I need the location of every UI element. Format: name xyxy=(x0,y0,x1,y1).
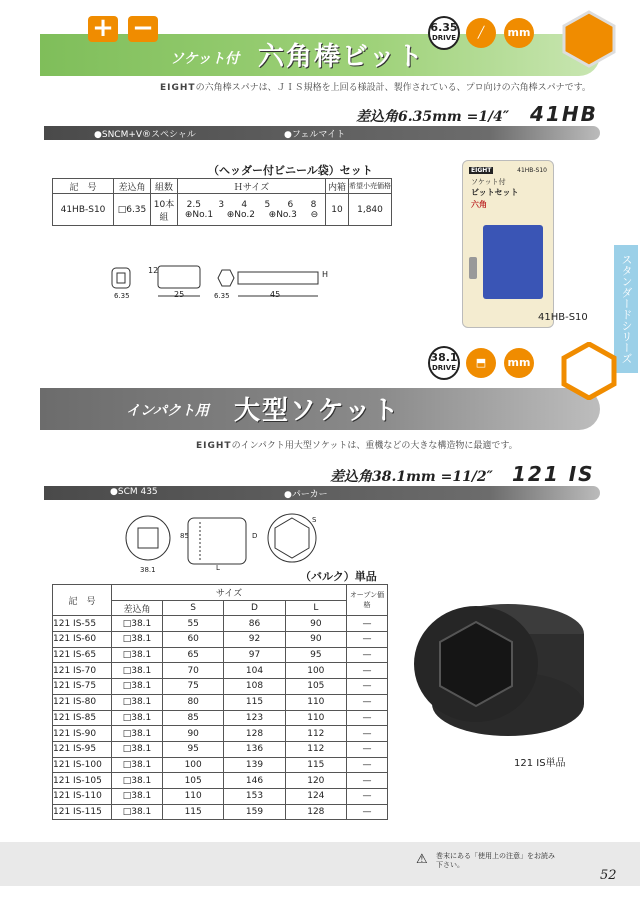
mm-icon: mm xyxy=(504,348,534,378)
cell-price: — xyxy=(347,647,388,663)
cell-d: 97 xyxy=(224,647,285,663)
section2-table xyxy=(52,584,388,820)
cell-price: — xyxy=(347,632,388,648)
cell-d: 159 xyxy=(224,804,285,820)
section1-spec: 差込角6.35mm =1/4″ xyxy=(356,109,510,125)
socket-icon: ⬒ xyxy=(466,348,496,378)
cell-drive: □38.1 xyxy=(112,710,163,726)
cell-s: 85 xyxy=(163,710,224,726)
cell-price: — xyxy=(347,663,388,679)
cell-price: 1,840 xyxy=(349,194,392,226)
cell-code: 121 IS-75 xyxy=(53,679,112,695)
cell-code: 41HB-S10 xyxy=(53,194,114,226)
cell-drive: □38.1 xyxy=(112,741,163,757)
cell-price: — xyxy=(347,741,388,757)
cell-l: 128 xyxy=(285,804,346,820)
cell-s: 110 xyxy=(163,788,224,804)
section2-model: 121 IS xyxy=(512,462,595,486)
cell-l: 105 xyxy=(285,679,346,695)
h-size: 4 xyxy=(241,199,248,210)
header-drive: 差込角 xyxy=(112,600,163,616)
warning-icon: ⚠ xyxy=(416,852,428,867)
cell-s: 80 xyxy=(163,694,224,710)
cell-s: 65 xyxy=(163,647,224,663)
description-text: の六角棒スパナは、ＪＩＳ規格を上回る様設計、製作されている、プロ向けの六角棒スパナです。 xyxy=(195,83,591,93)
drive-label: DRIVE xyxy=(431,364,456,372)
cell-count: 10本組 xyxy=(151,194,178,226)
bit-dimension-diagram xyxy=(110,262,340,312)
cell-price: — xyxy=(347,757,388,773)
brand-name: EIGHT xyxy=(196,441,232,451)
cell-code: 121 IS-85 xyxy=(53,710,112,726)
section2-table-body xyxy=(53,616,388,820)
page-number: 52 xyxy=(600,868,617,883)
cell-code: 121 IS-70 xyxy=(53,663,112,679)
cell-price: — xyxy=(347,773,388,789)
package-bit-holder xyxy=(483,225,543,299)
table-header-row xyxy=(53,585,388,601)
dim-label-85: 85 xyxy=(180,532,189,540)
drive-badge-6-35 xyxy=(428,16,460,50)
header-price: オープン価格 xyxy=(347,585,388,616)
cell-code: 121 IS-90 xyxy=(53,726,112,742)
header-h-size: Ｈサイズ xyxy=(178,179,326,194)
product-label-41hb: 41HB-S10 xyxy=(538,312,588,323)
h-size: 6 xyxy=(287,199,294,210)
table-row xyxy=(53,616,388,632)
package-brand: EIGHT xyxy=(471,167,492,174)
cell-d: 136 xyxy=(224,741,285,757)
section1-material-bar xyxy=(44,126,600,140)
cell-d: 104 xyxy=(224,663,285,679)
material-2: ●パーカー xyxy=(284,490,328,500)
table-row xyxy=(53,679,388,695)
drive-size: 6.35 xyxy=(430,21,458,34)
cell-price: — xyxy=(347,788,388,804)
dim-label-l: L xyxy=(216,564,220,572)
cell-l: 115 xyxy=(285,757,346,773)
table-row xyxy=(53,757,388,773)
cell-code: 121 IS-110 xyxy=(53,788,112,804)
cell-l: 112 xyxy=(285,741,346,757)
side-tab: スタンダードシリーズ xyxy=(614,245,638,373)
cell-d: 115 xyxy=(224,694,285,710)
table-row xyxy=(53,194,392,226)
bulk-caption: （バルク）単品 xyxy=(300,570,377,583)
cell-drive: □38.1 xyxy=(112,663,163,679)
minus-icon: − xyxy=(128,16,158,42)
cell-d: 108 xyxy=(224,679,285,695)
bit-icon: ╱ xyxy=(466,18,496,48)
cell-drive: □38.1 xyxy=(112,773,163,789)
product-label-121is: 121 IS単品 xyxy=(514,758,566,769)
table-row xyxy=(53,663,388,679)
set-caption: （ヘッダー付ビニール袋）セット xyxy=(208,164,373,177)
cell-d: 86 xyxy=(224,616,285,632)
cell-s: 75 xyxy=(163,679,224,695)
dim-label-d: D xyxy=(252,532,258,540)
table-row xyxy=(53,804,388,820)
cell-h-sizes xyxy=(178,194,326,226)
table-row xyxy=(53,694,388,710)
cell-code: 121 IS-60 xyxy=(53,632,112,648)
cell-s: 90 xyxy=(163,726,224,742)
h-size: 8 xyxy=(310,199,317,210)
cell-price: — xyxy=(347,616,388,632)
table-row xyxy=(53,647,388,663)
cell-code: 121 IS-95 xyxy=(53,741,112,757)
cell-drive: □38.1 xyxy=(112,616,163,632)
table-row xyxy=(53,710,388,726)
cell-d: 92 xyxy=(224,632,285,648)
cell-inner-box: 10 xyxy=(326,194,349,226)
plus-icon: + xyxy=(88,16,118,42)
cell-l: 112 xyxy=(285,726,346,742)
cell-s: 60 xyxy=(163,632,224,648)
dim-label-12: 12 xyxy=(148,266,159,275)
cell-code: 121 IS-65 xyxy=(53,647,112,663)
table-row xyxy=(53,741,388,757)
cell-code: 121 IS-105 xyxy=(53,773,112,789)
cell-s: 95 xyxy=(163,741,224,757)
large-socket-image xyxy=(404,594,594,744)
package-code: 41HB-S10 xyxy=(517,167,547,174)
description-text: のインパクト用大型ソケットは、重機などの大きな構造物に最適です。 xyxy=(231,441,518,451)
cell-code: 121 IS-100 xyxy=(53,757,112,773)
cell-l: 124 xyxy=(285,788,346,804)
cell-l: 95 xyxy=(285,647,346,663)
section2-material-bar xyxy=(44,486,600,500)
cell-drive: □38.1 xyxy=(112,647,163,663)
header-inner-box: 内箱 xyxy=(326,179,349,194)
dim-label-45: 45 xyxy=(270,290,281,299)
dim-label-38-1: 38.1 xyxy=(140,566,156,574)
cell-drive: □38.1 xyxy=(112,679,163,695)
section1-description xyxy=(160,80,600,93)
cell-s: 100 xyxy=(163,757,224,773)
cell-s: 70 xyxy=(163,663,224,679)
slotted-size: ⊖ xyxy=(310,209,319,220)
cell-l: 120 xyxy=(285,773,346,789)
hexagon-icon xyxy=(560,10,618,68)
dim-label-s: S xyxy=(312,516,317,524)
table-row xyxy=(53,632,388,648)
cell-price: — xyxy=(347,804,388,820)
cell-l: 110 xyxy=(285,694,346,710)
header-l: L xyxy=(285,600,346,616)
cell-drive: □6.35 xyxy=(114,194,151,226)
dim-label-h: H xyxy=(322,270,329,279)
table-row xyxy=(53,726,388,742)
header-code: 記 号 xyxy=(53,585,112,616)
footer-notice: 巻末にある「使用上の注意」をお読み下さい。 xyxy=(436,852,555,869)
dim-label-6-35: 6.35 xyxy=(114,292,130,300)
cell-l: 90 xyxy=(285,632,346,648)
cell-code: 121 IS-55 xyxy=(53,616,112,632)
phillips-size: ⊕No.3 xyxy=(268,209,297,220)
header-size: サイズ xyxy=(112,585,347,601)
phillips-size: ⊕No.2 xyxy=(226,209,255,220)
cell-l: 100 xyxy=(285,663,346,679)
h-size: 2.5 xyxy=(186,199,201,210)
package-type: 六角 xyxy=(471,200,487,209)
material-1: ●SNCM+V®スペシャル xyxy=(94,130,196,140)
section1-model: 41HB xyxy=(530,102,598,126)
section2-spec: 差込角38.1mm =11/2″ xyxy=(330,469,493,485)
brand-name: EIGHT xyxy=(160,83,196,93)
cell-drive: □38.1 xyxy=(112,804,163,820)
header-count: 組数 xyxy=(151,179,178,194)
cell-d: 146 xyxy=(224,773,285,789)
drive-badge-38-1 xyxy=(428,346,460,380)
cell-code: 121 IS-80 xyxy=(53,694,112,710)
section1-table xyxy=(52,178,392,226)
cell-d: 139 xyxy=(224,757,285,773)
mm-icon: mm xyxy=(504,18,534,48)
section1-title-small: ソケット付 xyxy=(170,51,240,67)
cell-drive: □38.1 xyxy=(112,726,163,742)
h-size: 3 xyxy=(218,199,225,210)
package-name-top: ソケット付 xyxy=(471,178,506,186)
material-1: ●SCM 435 xyxy=(110,487,158,497)
table-row xyxy=(53,788,388,804)
cell-price: — xyxy=(347,679,388,695)
section2-title: 大型ソケット xyxy=(234,396,401,426)
material-2: ●フェルマイト xyxy=(284,130,346,140)
header-drive: 差込角 xyxy=(114,179,151,194)
h-size: 5 xyxy=(264,199,271,210)
header-code: 記 号 xyxy=(53,179,114,194)
cell-drive: □38.1 xyxy=(112,788,163,804)
cell-s: 55 xyxy=(163,616,224,632)
cell-d: 128 xyxy=(224,726,285,742)
cell-price: — xyxy=(347,710,388,726)
header-price: 希望小売価格 xyxy=(349,179,392,194)
drive-size: 38.1 xyxy=(430,351,458,364)
cell-l: 110 xyxy=(285,710,346,726)
cell-l: 90 xyxy=(285,616,346,632)
cell-code: 121 IS-115 xyxy=(53,804,112,820)
cell-s: 105 xyxy=(163,773,224,789)
header-d: D xyxy=(224,600,285,616)
cell-price: — xyxy=(347,726,388,742)
cell-drive: □38.1 xyxy=(112,694,163,710)
socket-dimension-diagram xyxy=(124,506,334,574)
table-row xyxy=(53,773,388,789)
table-header-row xyxy=(53,179,392,194)
cell-d: 123 xyxy=(224,710,285,726)
hexagon-outline-icon xyxy=(560,342,618,400)
cell-s: 115 xyxy=(163,804,224,820)
package-name: ビットセット xyxy=(471,188,519,197)
section1-title: 六角棒ビット xyxy=(258,42,425,72)
dim-label-25: 25 xyxy=(174,290,185,299)
header-s: S xyxy=(163,600,224,616)
cell-d: 153 xyxy=(224,788,285,804)
cell-drive: □38.1 xyxy=(112,757,163,773)
product-package-image xyxy=(462,160,554,328)
package-socket xyxy=(469,257,477,279)
cell-drive: □38.1 xyxy=(112,632,163,648)
phillips-size: ⊕No.1 xyxy=(184,209,214,220)
dim-label-6-35: 6.35 xyxy=(214,292,230,300)
section2-description xyxy=(196,438,596,451)
cell-price: — xyxy=(347,694,388,710)
drive-label: DRIVE xyxy=(431,34,456,42)
section2-title-small: インパクト用 xyxy=(126,403,210,419)
